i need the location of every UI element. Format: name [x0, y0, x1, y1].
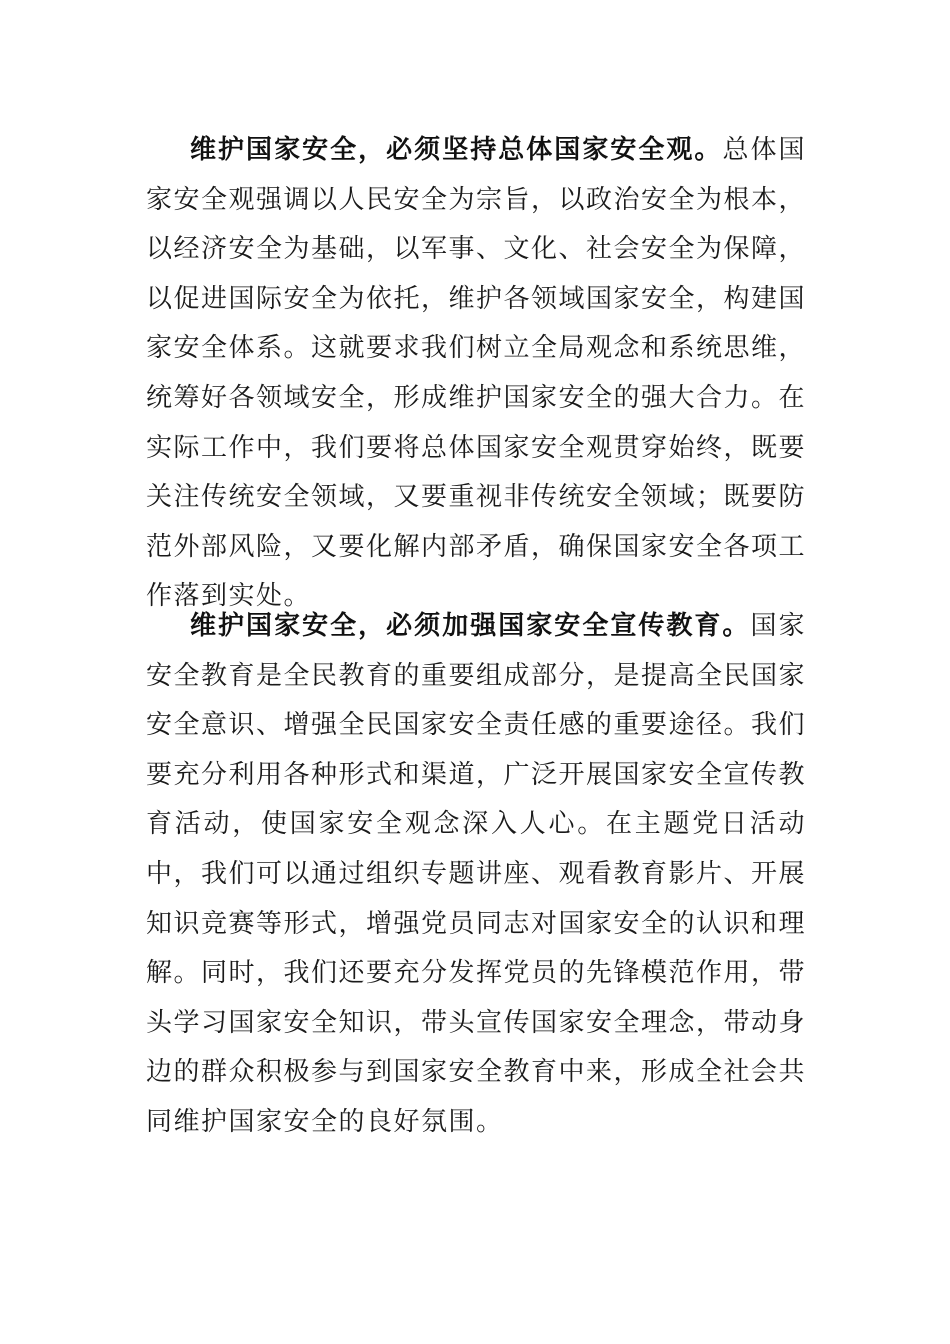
paragraph-1-lead: 维护国家安全，必须坚持总体国家安全观。	[190, 135, 723, 165]
paragraph-2	[146, 602, 806, 1148]
paragraph-1-body: 总体国家安全观强调以人民安全为宗旨，以政治安全为根本，以经济安全为基础，以军事、文化、社会安全为保障，以促进国际安全为依托，维护各领域国家安全，构建国家安全体系。这就要求我们树立全局观念和系统思维，统筹好各领域安全，形成维护国家安全的强大合力。在实际工作中，我们要将总体国家安全观贯穿始终，既要关注传统安全领域，又要重视非传统安全领域；既要防范外部风险，又要化解内部矛盾，确保国家安全各项工作落到实处。	[146, 135, 807, 612]
paragraph-2-lead: 维护国家安全，必须加强国家安全宣传教育。	[190, 611, 751, 641]
paragraph-1	[146, 126, 806, 622]
paragraph-2-body: 国家安全教育是全民教育的重要组成部分，是提高全民国家安全意识、增强全民国家安全责任感的重要途径。我们要充分利用各种形式和渠道，广泛开展国家安全宣传教育活动，使国家安全观念深入人心。在主题党日活动中，我们可以通过组织专题讲座、观看教育影片、开展知识竞赛等形式，增强党员同志对国家安全的认识和理解。同时，我们还要充分发挥党员的先锋模范作用，带头学习国家安全知识，带头宣传国家安全理念，带动身边的群众积极参与到国家安全教育中来，形成全社会共同维护国家安全的良好氛围。	[146, 611, 807, 1137]
